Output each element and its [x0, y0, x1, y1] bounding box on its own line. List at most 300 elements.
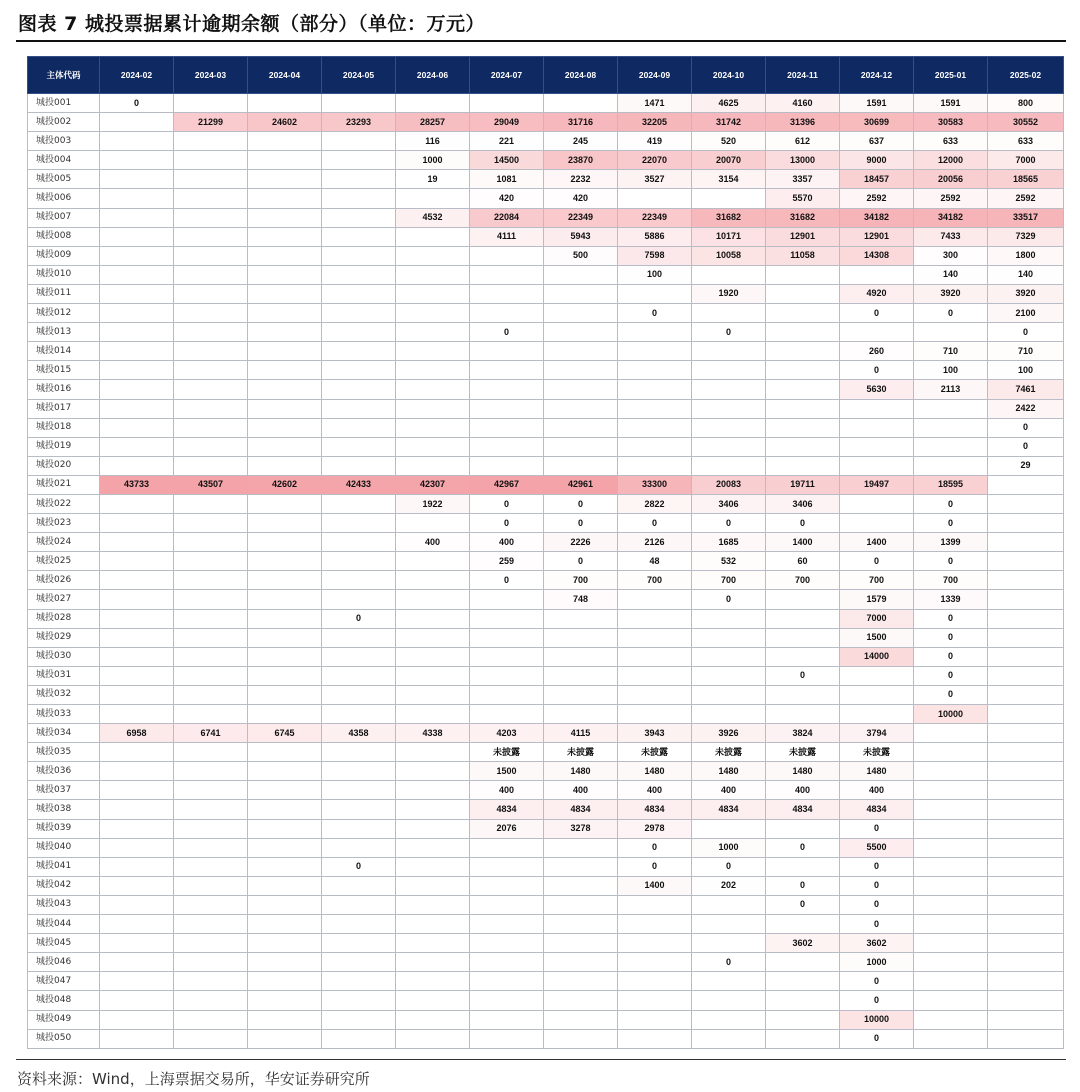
balance-cell	[988, 876, 1064, 895]
balance-cell: 748	[544, 590, 618, 609]
balance-cell: 633	[914, 132, 988, 151]
balance-cell	[396, 437, 470, 456]
balance-cell: 1591	[840, 94, 914, 113]
balance-cell	[100, 915, 174, 934]
balance-cell	[322, 819, 396, 838]
balance-cell	[248, 685, 322, 704]
balance-cell	[248, 342, 322, 361]
balance-cell	[766, 915, 840, 934]
balance-cell: 3943	[618, 724, 692, 743]
balance-cell	[914, 323, 988, 342]
balance-cell: 12901	[840, 227, 914, 246]
table-row	[28, 1010, 1064, 1029]
balance-cell	[174, 819, 248, 838]
balance-cell: 0	[914, 304, 988, 323]
balance-cell	[322, 762, 396, 781]
balance-cell	[100, 533, 174, 552]
balance-cell: 221	[470, 132, 544, 151]
balance-cell	[100, 227, 174, 246]
balance-cell: 637	[840, 132, 914, 151]
balance-cell: 6745	[248, 724, 322, 743]
balance-cell	[396, 953, 470, 972]
balance-cell	[470, 1010, 544, 1029]
balance-cell: 400	[470, 781, 544, 800]
balance-cell: 140	[914, 265, 988, 284]
balance-cell	[470, 399, 544, 418]
balance-cell	[322, 781, 396, 800]
balance-cell: 30583	[914, 113, 988, 132]
balance-cell	[766, 342, 840, 361]
balance-cell: 未披露	[766, 743, 840, 762]
balance-cell	[396, 284, 470, 303]
balance-cell	[470, 418, 544, 437]
balance-cell: 43507	[174, 475, 248, 494]
balance-cell: 0	[470, 494, 544, 513]
balance-cell: 10000	[914, 705, 988, 724]
header-month: 2025-02	[988, 57, 1064, 94]
balance-cell: 12901	[766, 227, 840, 246]
balance-cell: 7461	[988, 380, 1064, 399]
balance-cell	[544, 876, 618, 895]
balance-cell	[100, 1010, 174, 1029]
table-row	[28, 762, 1064, 781]
entity-code-cell: 城投043	[28, 895, 100, 914]
balance-cell	[248, 94, 322, 113]
balance-cell	[174, 895, 248, 914]
balance-cell: 7433	[914, 227, 988, 246]
header-month: 2024-02	[100, 57, 174, 94]
balance-cell	[322, 380, 396, 399]
balance-cell: 22349	[618, 208, 692, 227]
balance-cell: 30699	[840, 113, 914, 132]
balance-cell: 1000	[396, 151, 470, 170]
balance-cell	[248, 456, 322, 475]
balance-cell	[470, 857, 544, 876]
balance-cell	[692, 915, 766, 934]
balance-cell	[100, 666, 174, 685]
balance-cell: 400	[618, 781, 692, 800]
balance-cell: 0	[840, 552, 914, 571]
balance-cell	[988, 571, 1064, 590]
balance-cell	[618, 915, 692, 934]
entity-code-cell: 城投035	[28, 743, 100, 762]
balance-cell: 23870	[544, 151, 618, 170]
balance-cell	[396, 876, 470, 895]
balance-cell	[988, 838, 1064, 857]
balance-cell	[470, 609, 544, 628]
balance-cell	[544, 361, 618, 380]
balance-cell	[248, 972, 322, 991]
table-row	[28, 666, 1064, 685]
balance-cell	[396, 762, 470, 781]
balance-cell	[914, 876, 988, 895]
balance-cell	[840, 666, 914, 685]
balance-cell	[914, 762, 988, 781]
balance-cell	[396, 895, 470, 914]
balance-cell: 2422	[988, 399, 1064, 418]
balance-cell	[840, 437, 914, 456]
balance-cell	[544, 284, 618, 303]
balance-cell	[174, 418, 248, 437]
balance-cell	[100, 342, 174, 361]
balance-cell	[322, 743, 396, 762]
balance-cell	[470, 342, 544, 361]
entity-code-cell: 城投036	[28, 762, 100, 781]
entity-code-cell: 城投024	[28, 533, 100, 552]
entity-code-cell: 城投012	[28, 304, 100, 323]
balance-cell: 42961	[544, 475, 618, 494]
balance-cell	[248, 991, 322, 1010]
balance-cell	[100, 991, 174, 1010]
balance-cell: 1685	[692, 533, 766, 552]
balance-cell: 0	[766, 666, 840, 685]
balance-cell: 100	[914, 361, 988, 380]
balance-cell	[470, 628, 544, 647]
balance-cell	[174, 762, 248, 781]
balance-cell	[840, 685, 914, 704]
balance-cell	[766, 590, 840, 609]
balance-cell	[988, 1029, 1064, 1048]
balance-cell	[322, 170, 396, 189]
balance-cell	[248, 666, 322, 685]
balance-cell	[914, 895, 988, 914]
header-month: 2024-11	[766, 57, 840, 94]
balance-cell: 1399	[914, 533, 988, 552]
balance-cell	[322, 265, 396, 284]
balance-cell	[692, 189, 766, 208]
balance-cell: 3602	[840, 934, 914, 953]
balance-cell	[988, 533, 1064, 552]
balance-cell	[470, 590, 544, 609]
balance-cell: 0	[840, 304, 914, 323]
balance-cell: 0	[840, 991, 914, 1010]
table-row	[28, 819, 1064, 838]
entity-code-cell: 城投042	[28, 876, 100, 895]
balance-cell: 3824	[766, 724, 840, 743]
balance-cell	[692, 265, 766, 284]
balance-cell: 4834	[840, 800, 914, 819]
balance-cell	[248, 895, 322, 914]
balance-cell: 1000	[692, 838, 766, 857]
balance-cell	[618, 934, 692, 953]
balance-cell	[100, 246, 174, 265]
balance-cell	[100, 284, 174, 303]
balance-cell	[174, 265, 248, 284]
balance-cell	[470, 361, 544, 380]
table-row	[28, 609, 1064, 628]
balance-cell: 0	[544, 552, 618, 571]
balance-cell: 0	[618, 857, 692, 876]
balance-cell: 2978	[618, 819, 692, 838]
entity-code-cell: 城投034	[28, 724, 100, 743]
balance-cell: 31716	[544, 113, 618, 132]
entity-code-cell: 城投037	[28, 781, 100, 800]
balance-cell: 18565	[988, 170, 1064, 189]
table-row	[28, 1029, 1064, 1048]
balance-cell	[100, 876, 174, 895]
balance-cell	[470, 895, 544, 914]
balance-cell	[100, 895, 174, 914]
balance-cell	[840, 418, 914, 437]
balance-cell: 1480	[544, 762, 618, 781]
balance-cell	[174, 781, 248, 800]
balance-cell	[396, 857, 470, 876]
balance-cell	[174, 628, 248, 647]
balance-cell: 3920	[988, 284, 1064, 303]
entity-code-cell: 城投009	[28, 246, 100, 265]
balance-cell	[322, 533, 396, 552]
balance-cell: 700	[766, 571, 840, 590]
table-header-row	[28, 57, 1064, 94]
balance-cell	[396, 399, 470, 418]
balance-cell	[322, 628, 396, 647]
balance-cell	[100, 189, 174, 208]
balance-cell: 1500	[840, 628, 914, 647]
entity-code-cell: 城投004	[28, 151, 100, 170]
balance-cell: 700	[618, 571, 692, 590]
balance-cell	[618, 590, 692, 609]
balance-cell	[840, 514, 914, 533]
balance-cell	[544, 1029, 618, 1048]
balance-cell	[544, 685, 618, 704]
balance-cell	[766, 456, 840, 475]
balance-cell	[618, 189, 692, 208]
balance-cell: 1480	[840, 762, 914, 781]
balance-cell	[470, 915, 544, 934]
table-row	[28, 514, 1064, 533]
balance-cell	[988, 705, 1064, 724]
balance-cell	[840, 399, 914, 418]
balance-cell	[914, 915, 988, 934]
balance-cell	[396, 571, 470, 590]
balance-cell	[914, 418, 988, 437]
balance-cell: 20070	[692, 151, 766, 170]
balance-cell	[544, 915, 618, 934]
balance-cell	[174, 94, 248, 113]
balance-cell	[692, 647, 766, 666]
balance-cell	[396, 685, 470, 704]
balance-cell	[914, 743, 988, 762]
entity-code-cell: 城投031	[28, 666, 100, 685]
balance-cell	[322, 514, 396, 533]
balance-cell: 700	[840, 571, 914, 590]
balance-cell	[248, 533, 322, 552]
balance-cell: 0	[988, 418, 1064, 437]
balance-cell	[988, 934, 1064, 953]
balance-cell	[766, 647, 840, 666]
balance-cell	[766, 819, 840, 838]
entity-code-cell: 城投029	[28, 628, 100, 647]
balance-cell	[988, 647, 1064, 666]
balance-cell	[544, 399, 618, 418]
balance-cell	[988, 953, 1064, 972]
balance-cell	[322, 647, 396, 666]
balance-cell	[396, 246, 470, 265]
balance-cell	[248, 170, 322, 189]
balance-cell	[100, 571, 174, 590]
balance-cell: 5943	[544, 227, 618, 246]
balance-cell	[840, 323, 914, 342]
balance-cell	[544, 609, 618, 628]
balance-cell: 6741	[174, 724, 248, 743]
balance-cell: 1480	[618, 762, 692, 781]
balance-cell: 710	[988, 342, 1064, 361]
balance-cell	[322, 304, 396, 323]
balance-cell	[100, 380, 174, 399]
balance-cell	[174, 304, 248, 323]
balance-cell	[322, 895, 396, 914]
table-row	[28, 571, 1064, 590]
entity-code-cell: 城投022	[28, 494, 100, 513]
balance-cell	[988, 743, 1064, 762]
balance-cell: 1920	[692, 284, 766, 303]
balance-cell	[100, 705, 174, 724]
balance-cell	[322, 838, 396, 857]
balance-cell	[100, 132, 174, 151]
balance-cell: 29049	[470, 113, 544, 132]
balance-cell	[174, 323, 248, 342]
balance-cell: 42307	[396, 475, 470, 494]
balance-cell	[174, 609, 248, 628]
balance-cell: 2126	[618, 533, 692, 552]
balance-cell: 4532	[396, 208, 470, 227]
balance-cell: 19711	[766, 475, 840, 494]
balance-cell	[470, 456, 544, 475]
balance-cell: 5630	[840, 380, 914, 399]
balance-cell	[322, 1029, 396, 1048]
balance-cell: 18457	[840, 170, 914, 189]
balance-cell: 34182	[914, 208, 988, 227]
header-month: 2024-12	[840, 57, 914, 94]
balance-cell: 0	[914, 609, 988, 628]
balance-cell	[544, 953, 618, 972]
balance-cell	[766, 857, 840, 876]
table-row	[28, 456, 1064, 475]
balance-cell: 未披露	[544, 743, 618, 762]
balance-cell	[322, 934, 396, 953]
balance-cell: 4160	[766, 94, 840, 113]
balance-cell	[248, 705, 322, 724]
balance-cell	[396, 94, 470, 113]
table-row	[28, 533, 1064, 552]
header-month: 2024-04	[248, 57, 322, 94]
balance-cell	[322, 399, 396, 418]
balance-cell: 1579	[840, 590, 914, 609]
balance-cell	[470, 876, 544, 895]
balance-cell	[544, 628, 618, 647]
balance-cell	[248, 265, 322, 284]
balance-cell	[322, 323, 396, 342]
entity-code-cell: 城投019	[28, 437, 100, 456]
balance-cell	[914, 437, 988, 456]
balance-cell	[766, 380, 840, 399]
balance-cell	[174, 533, 248, 552]
entity-code-cell: 城投018	[28, 418, 100, 437]
balance-cell	[988, 552, 1064, 571]
balance-cell	[248, 1029, 322, 1048]
balance-cell: 48	[618, 552, 692, 571]
balance-cell	[174, 399, 248, 418]
table-row	[28, 743, 1064, 762]
balance-cell	[322, 972, 396, 991]
balance-cell: 3926	[692, 724, 766, 743]
balance-cell: 0	[470, 571, 544, 590]
balance-cell	[248, 915, 322, 934]
balance-cell	[618, 666, 692, 685]
balance-cell: 43733	[100, 475, 174, 494]
balance-cell: 60	[766, 552, 840, 571]
balance-cell	[988, 514, 1064, 533]
balance-cell: 202	[692, 876, 766, 895]
balance-cell: 4203	[470, 724, 544, 743]
balance-cell	[174, 972, 248, 991]
balance-cell: 0	[100, 94, 174, 113]
balance-cell	[396, 781, 470, 800]
balance-cell	[322, 953, 396, 972]
balance-cell	[914, 819, 988, 838]
balance-cell	[396, 972, 470, 991]
balance-cell	[470, 647, 544, 666]
balance-cell: 2592	[914, 189, 988, 208]
balance-cell	[174, 857, 248, 876]
balance-cell: 4111	[470, 227, 544, 246]
balance-cell	[470, 934, 544, 953]
balance-cell: 14308	[840, 246, 914, 265]
balance-cell: 9000	[840, 151, 914, 170]
balance-cell: 3794	[840, 724, 914, 743]
balance-cell: 11058	[766, 246, 840, 265]
balance-cell: 42602	[248, 475, 322, 494]
balance-cell	[766, 972, 840, 991]
balance-cell	[322, 1010, 396, 1029]
overdue-balance-table	[27, 56, 1064, 1049]
balance-cell	[174, 227, 248, 246]
balance-cell: 2592	[988, 189, 1064, 208]
balance-cell	[100, 437, 174, 456]
balance-cell	[544, 265, 618, 284]
entity-code-cell: 城投045	[28, 934, 100, 953]
balance-cell	[988, 819, 1064, 838]
balance-cell	[100, 265, 174, 284]
balance-cell	[692, 342, 766, 361]
balance-cell	[174, 571, 248, 590]
balance-cell: 31682	[766, 208, 840, 227]
balance-cell: 500	[544, 246, 618, 265]
balance-cell: 0	[322, 609, 396, 628]
balance-cell	[470, 972, 544, 991]
balance-cell	[248, 953, 322, 972]
balance-cell	[692, 380, 766, 399]
balance-cell: 1081	[470, 170, 544, 189]
balance-cell: 419	[618, 132, 692, 151]
balance-cell: 0	[988, 437, 1064, 456]
balance-cell	[544, 647, 618, 666]
balance-cell	[100, 953, 174, 972]
balance-cell: 4920	[840, 284, 914, 303]
balance-cell: 0	[618, 838, 692, 857]
balance-cell: 259	[470, 552, 544, 571]
balance-cell	[618, 361, 692, 380]
balance-cell: 4338	[396, 724, 470, 743]
balance-cell	[248, 494, 322, 513]
balance-cell: 400	[766, 781, 840, 800]
balance-cell	[544, 934, 618, 953]
balance-cell	[544, 1010, 618, 1029]
balance-cell: 400	[840, 781, 914, 800]
balance-cell: 18595	[914, 475, 988, 494]
balance-cell: 30552	[988, 113, 1064, 132]
balance-cell	[618, 342, 692, 361]
